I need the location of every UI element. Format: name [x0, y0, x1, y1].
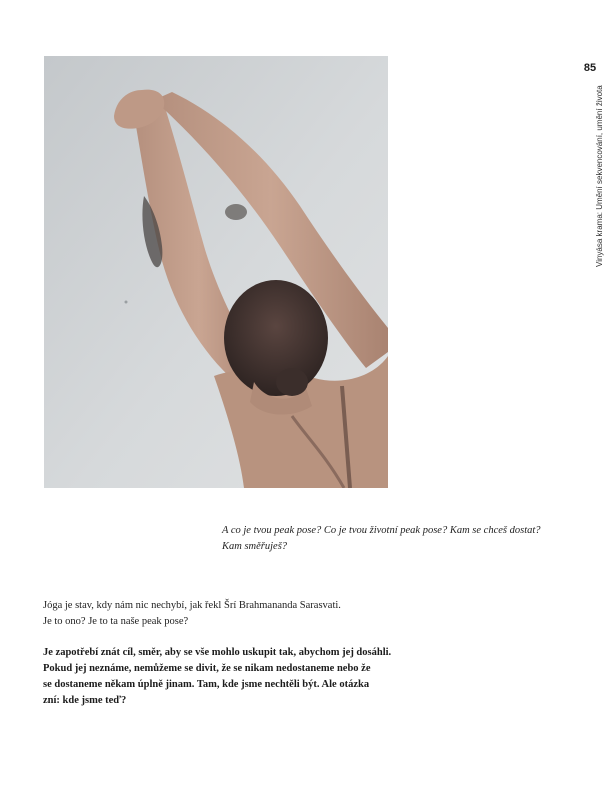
yoga-photo — [44, 56, 388, 488]
paragraph-2-line-3: se dostaneme někam úplně jinam. Tam, kde jsme nechtěli být. Ale otázka — [43, 679, 370, 690]
head-hair — [224, 280, 328, 396]
hair-bun — [276, 368, 308, 396]
photo-illustration — [44, 56, 388, 488]
caption-line-2: Kam směřuješ? — [222, 541, 288, 552]
elbow-tattoo — [225, 204, 247, 220]
wall-spot — [125, 301, 128, 304]
running-head — [592, 85, 608, 267]
caption-line-1: A co je tvou peak pose? Co je tvou životní peak pose? Kam se chceš dostat? — [222, 525, 541, 536]
paragraph-2-line-2: Pokud jej neznáme, nemůžeme se divit, že se nikam nedostaneme nebo že — [43, 663, 371, 674]
body-text — [43, 598, 403, 709]
paragraph-1-line-2: Je to ono? Je to ta naše peak pose? — [43, 616, 189, 627]
paragraph-2-line-4: zní: kde jsme teď? — [43, 695, 127, 706]
running-head-text: Vinyása krama: Umění sekvencování, umění života — [595, 85, 604, 267]
paragraph-1-line-1: Jóga je stav, kdy nám nic nechybí, jak řekl Šrí Brahmananda Sarasvati. — [43, 600, 341, 611]
photo-caption — [222, 523, 552, 555]
page-number: 85 — [583, 62, 597, 74]
paragraph-2-line-1: Je zapotřebí znát cíl, směr, aby se vše mohlo uskupit tak, abychom jej dosáhli. — [43, 647, 392, 658]
